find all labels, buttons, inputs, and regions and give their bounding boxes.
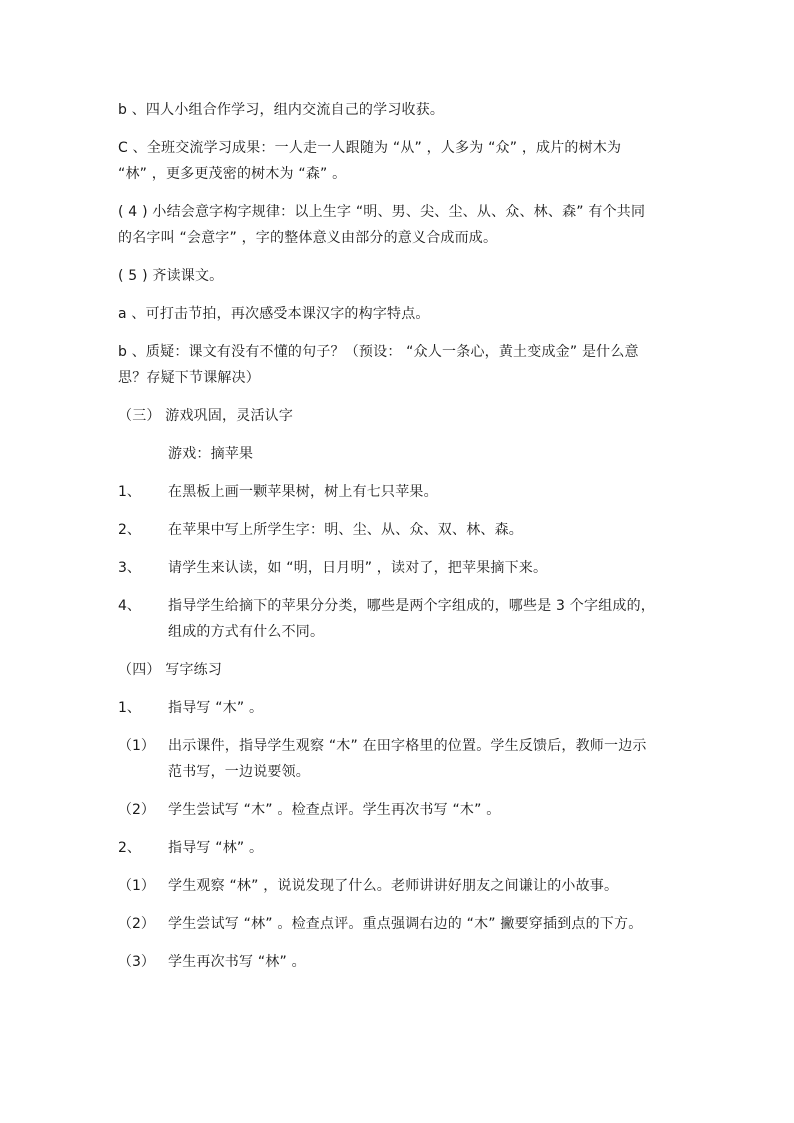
section-heading-game: （三） 游戏巩固，灵活认字 [118, 408, 294, 424]
game-step-text: 请学生来认读，如 “明，日月明” ，读对了，把苹果摘下来。 [168, 560, 548, 576]
writing-subitem-text: 学生尝试写 “木” 。检查点评。学生再次书写 “木” 。 [168, 802, 501, 818]
writing-subitem-text-continued: 范书写，一边说要领。 [168, 764, 310, 780]
game-step-number: 1、 [118, 484, 141, 500]
writing-subitem-text: 出示课件，指导学生观察 “木” 在田字格里的位置。学生反馈后，教师一边示 [168, 738, 647, 754]
writing-item-text: 指导写 “林” 。 [168, 840, 264, 856]
paragraph-summary-line2: 的名字叫 “会意字” ，字的整体意义由部分的意义合成而成。 [118, 230, 498, 246]
game-step-text: 在苹果中写上所学生字：明、尘、从、众、双、林、森。 [168, 522, 523, 538]
writing-subitem-text: 学生观察 “林” ，说说发现了什么。老师讲讲好朋友之间谦让的小故事。 [168, 878, 619, 894]
paragraph-c-class-line1: C 、全班交流学习成果：一人走一人跟随为 “从” ，人多为 “众” ，成片的树木为 [118, 140, 622, 156]
writing-subitem-number: （3） [118, 954, 155, 970]
game-step-number: 3、 [118, 560, 141, 576]
writing-subitem-number: （1） [118, 878, 155, 894]
writing-item-number: 2、 [118, 840, 141, 856]
section-heading-writing: （四） 写字练习 [118, 662, 223, 678]
paragraph-summary-line1: ( 4 ) 小结会意字构字规律：以上生字 “明、男、尖、尘、从、众、林、森” 有个共同 [118, 204, 646, 220]
writing-subitem-text: 学生再次书写 “林” 。 [168, 954, 306, 970]
writing-item-text: 指导写 “木” 。 [168, 700, 264, 716]
game-step-text-continued: 组成的方式有什么不同。 [168, 624, 325, 640]
writing-subitem-number: （2） [118, 916, 155, 932]
paragraph-b-question-line1: b 、质疑：课文有没有不懂的句子？（预设： “众人一条心，黄土变成金” 是什么意 [118, 344, 639, 360]
paragraph-b-group: b 、四人小组合作学习，组内交流自己的学习收获。 [118, 102, 445, 118]
writing-item-number: 1、 [118, 700, 141, 716]
game-step-text: 指导学生给摘下的苹果分分类，哪些是两个字组成的，哪些是 3 个字组成的， [168, 598, 656, 614]
paragraph-c-class-line2: “林” ，更多更茂密的树木为 “森” 。 [118, 166, 347, 182]
writing-subitem-number: （2） [118, 802, 155, 818]
paragraph-read-aloud: ( 5 ) 齐读课文。 [118, 268, 224, 284]
game-step-number: 2、 [118, 522, 141, 538]
paragraph-b-question-line2: 思？存疑下节课解决） [118, 370, 260, 386]
game-step-number: 4、 [118, 598, 141, 614]
game-title: 游戏：摘苹果 [168, 446, 254, 462]
writing-subitem-number: （1） [118, 738, 155, 754]
paragraph-a-rhythm: a 、可打击节拍，再次感受本课汉字的构字特点。 [118, 306, 430, 322]
game-step-text: 在黑板上画一颗苹果树，树上有七只苹果。 [168, 484, 438, 500]
writing-subitem-text: 学生尝试写 “林” 。检查点评。重点强调右边的 “木” 撇要穿插到点的下方。 [168, 916, 643, 932]
